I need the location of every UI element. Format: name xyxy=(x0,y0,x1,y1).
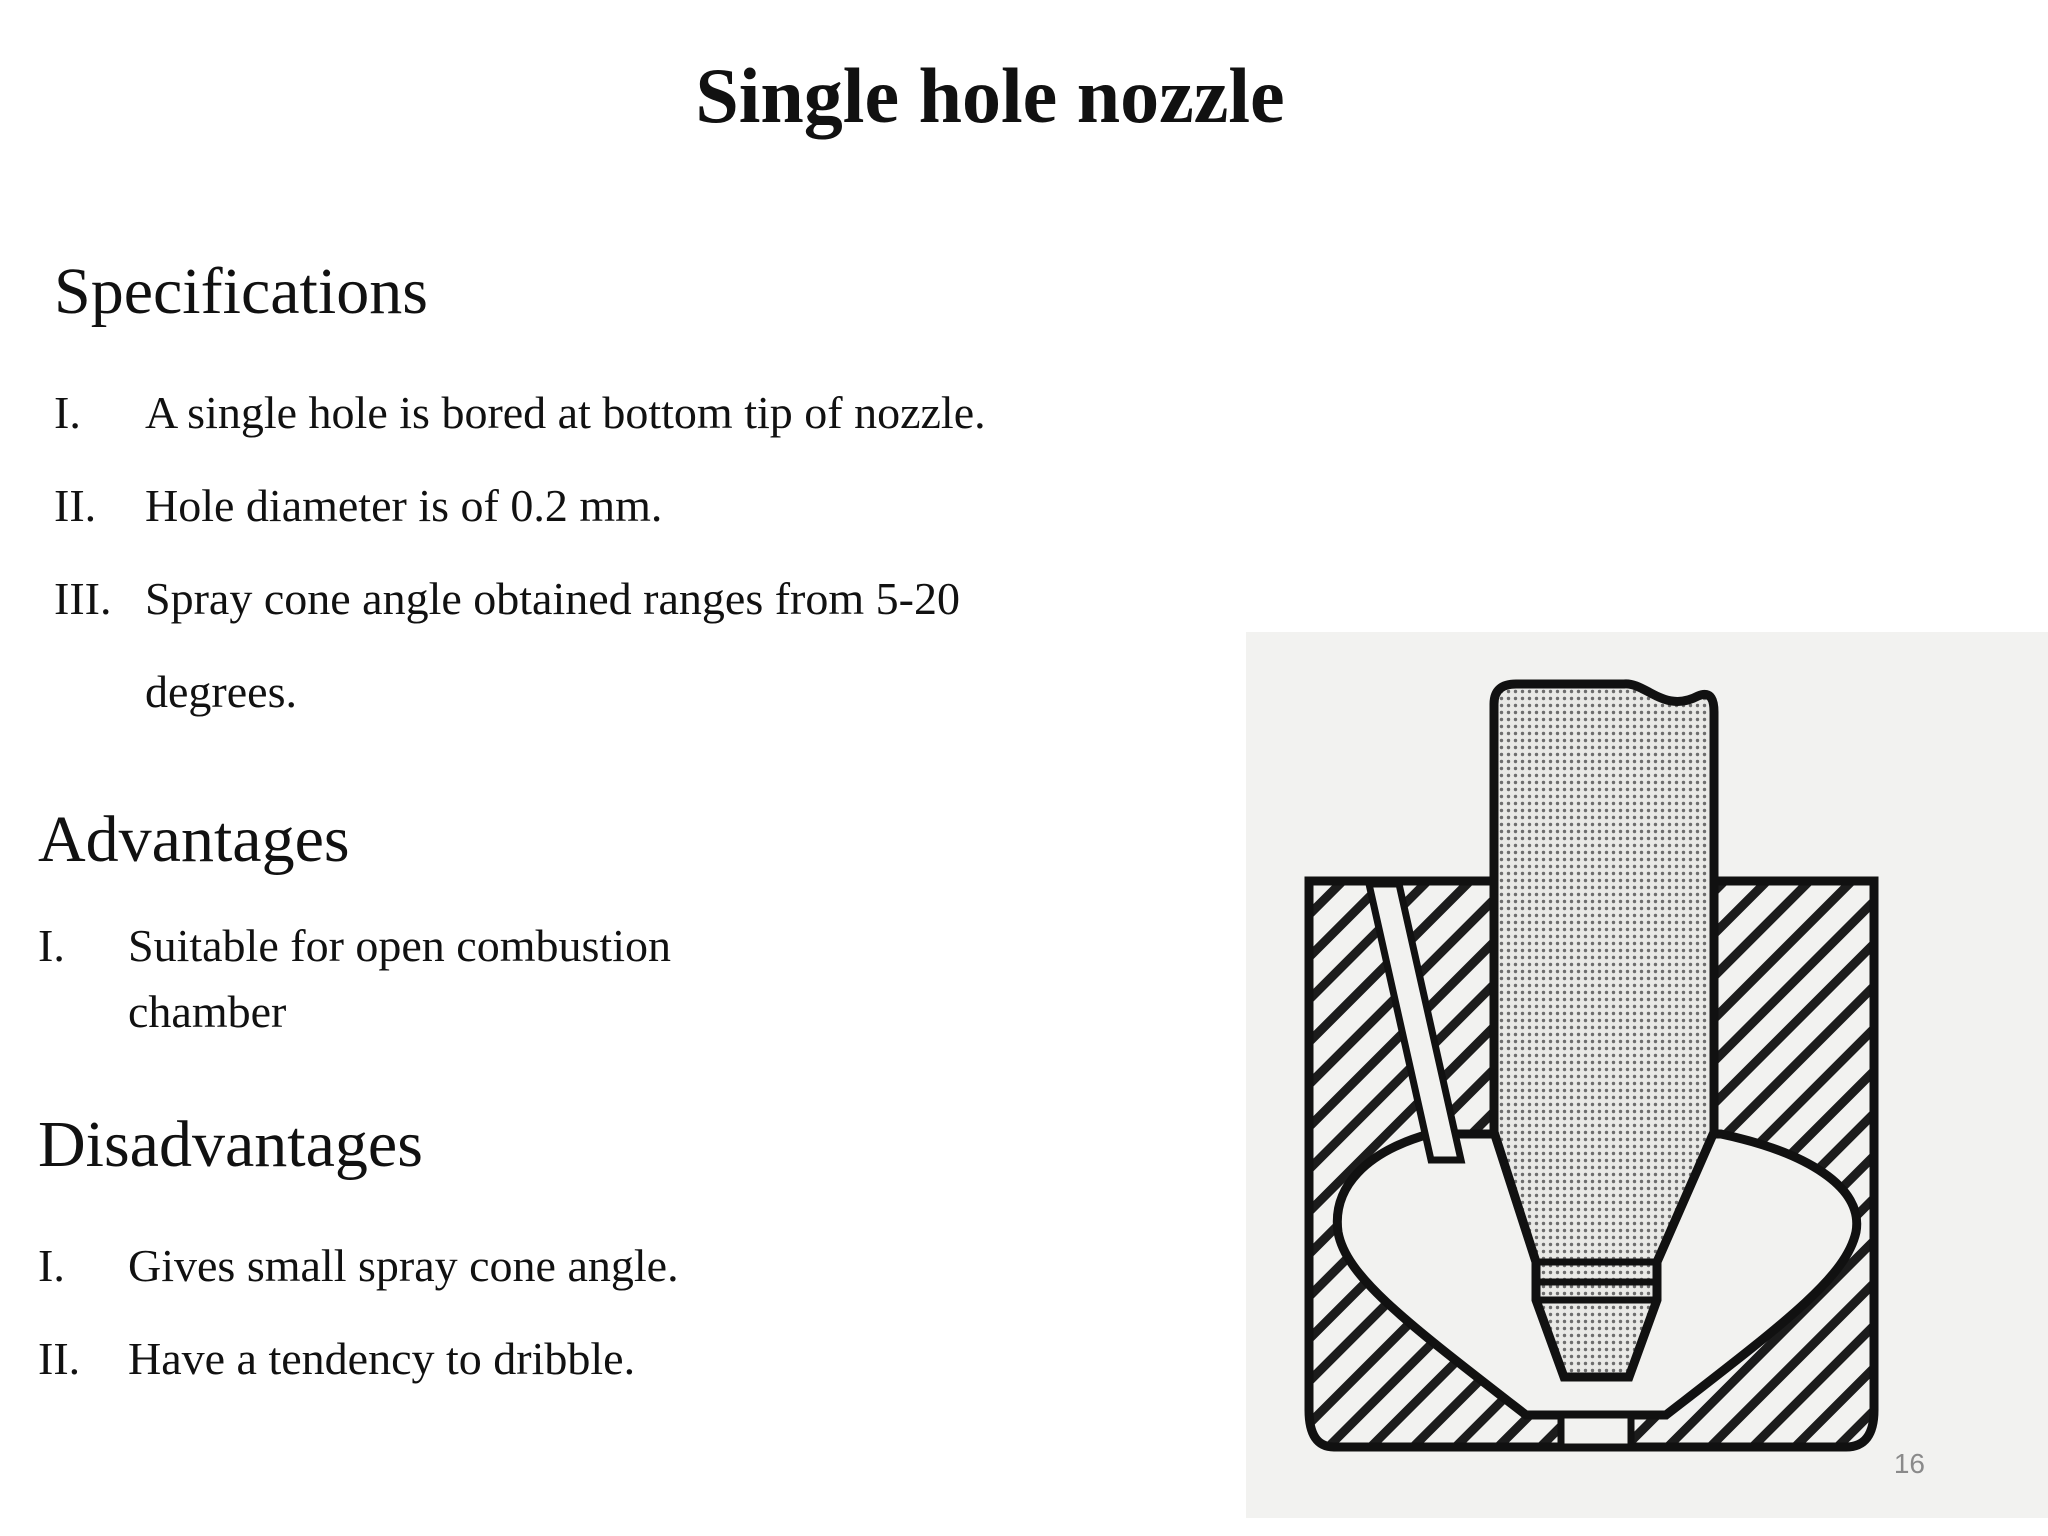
list-item-number: II. xyxy=(54,480,97,531)
list-item xyxy=(38,1312,938,1405)
list-item xyxy=(38,1219,938,1312)
advantages-heading: Advantages xyxy=(38,803,350,876)
slide-title: Single hole nozzle xyxy=(695,52,1285,139)
list-item-text: Hole diameter is of 0.2 mm. xyxy=(145,480,663,531)
specifications-list xyxy=(54,366,1154,738)
disadvantages-list xyxy=(38,1219,938,1405)
list-item-text: Suitable for open combustion chamber xyxy=(128,920,671,1037)
list-item-text: Have a tendency to dribble. xyxy=(128,1333,636,1384)
advantages-list xyxy=(38,913,788,1045)
list-item xyxy=(54,366,1154,459)
list-item-number: III. xyxy=(54,573,112,624)
list-item xyxy=(54,459,1154,552)
list-item-number: I. xyxy=(38,1240,65,1291)
specifications-heading: Specifications xyxy=(54,255,428,328)
slide-number: 16 xyxy=(1893,1448,1925,1479)
single-hole-nozzle-diagram-icon xyxy=(1246,632,2048,1518)
list-item-number: II. xyxy=(38,1333,81,1384)
list-item xyxy=(38,913,788,1045)
list-item-text: A single hole is bored at bottom tip of nozzle. xyxy=(145,387,986,438)
disadvantages-heading: Disadvantages xyxy=(38,1108,423,1181)
nozzle-diagram-figure xyxy=(1246,632,2048,1518)
list-item-text: Spray cone angle obtained ranges from 5-20 degrees. xyxy=(145,573,960,717)
list-item xyxy=(54,552,1154,738)
list-item-number: I. xyxy=(54,387,81,438)
list-item-text: Gives small spray cone angle. xyxy=(128,1240,679,1291)
list-item-number: I. xyxy=(38,920,65,971)
